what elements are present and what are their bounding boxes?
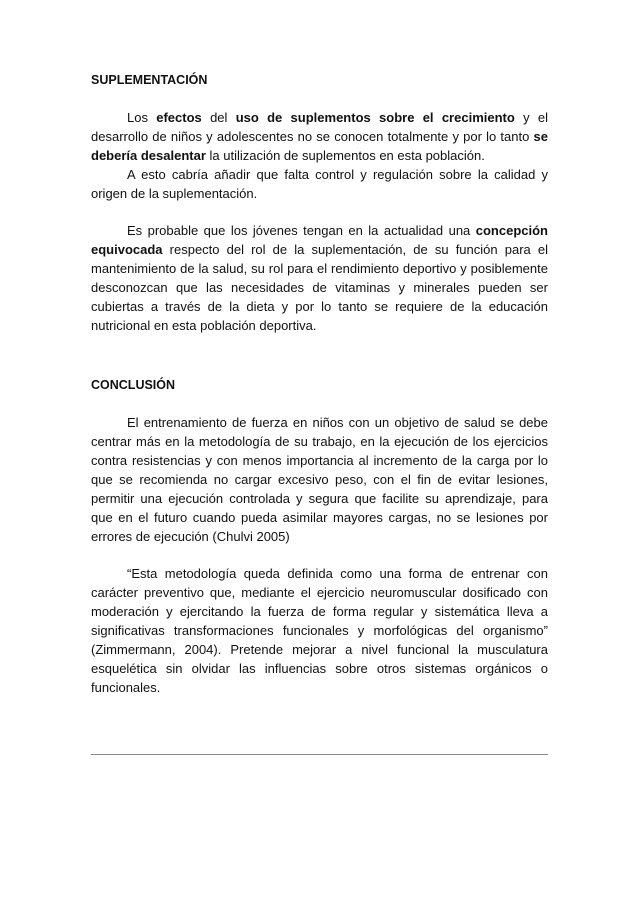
- spacer: [91, 546, 548, 564]
- paragraph-suplementacion-1: [91, 108, 548, 165]
- paragraph-conclusion-2: “Esta metodología queda definida como una forma de entrenar con carácter preventivo que, mediante el ejercicio neuromuscular dosificado con moderación y ejercitando la fuerza de forma regular y sistemática lleva a significativas transformaciones funcionales y morfológicas del organismo” (Zimmermann, 2004). Pretende mejorar a nivel funcional la musculatura esquelética sin olvidar las influencias sobre otros sistemas orgánicos o funcionales.: [91, 566, 548, 695]
- footer-divider: [91, 754, 548, 755]
- body-text: Es probable que los jóvenes tengan en la actualidad una: [127, 223, 476, 238]
- document-page: [91, 70, 548, 697]
- paragraph-suplementacion-3: [91, 221, 548, 335]
- paragraph-suplementacion-2: A esto cabría añadir que falta control y regulación sobre la calidad y origen de la suplementación.: [91, 167, 548, 201]
- body-text: y el desarrollo de niños y adolescentes no se conocen totalmente y por lo tanto: [91, 110, 548, 144]
- body-text: Los: [127, 110, 157, 125]
- spacer: [91, 335, 548, 375]
- body-text: la utilización de suplementos en esta población.: [205, 148, 485, 163]
- section-heading-suplementacion: SUPLEMENTACIÓN: [91, 73, 208, 87]
- emphasis-text: uso de suplementos sobre el crecimiento: [235, 110, 515, 125]
- emphasis-text: efectos: [156, 110, 202, 125]
- paragraph-conclusion-1: El entrenamiento de fuerza en niños con un objetivo de salud se debe centrar más en la metodología de su trabajo, en la ejecución de los ejercicios contra resistencias y con menos importancia al incremento de la carga por lo que se recomienda no cargar excesivo peso, con el fin de evitar lesiones, permitir una ejecución controlada y segura que facilite su aprendizaje, para que en el futuro cuando pueda asimilar mayores cargas, no se lesiones por errores de ejecución (Chulvi 2005): [91, 415, 548, 544]
- spacer: [91, 395, 548, 413]
- spacer: [91, 90, 548, 108]
- body-text: respecto del rol de la suplementación, de su función para el mantenimiento de la salud, su rol para el rendimiento deportivo y posiblemente desconozcan que las necesidades de vitaminas y minerales pueden ser cubiertas a través de la dieta y por lo tanto se requiere de la educación nutricional en esta población deportiva.: [91, 242, 548, 333]
- spacer: [91, 203, 548, 221]
- section-heading-conclusion: CONCLUSIÓN: [91, 378, 176, 392]
- emphasis-text: se debería desalentar: [91, 129, 548, 163]
- emphasis-text: concepción equivocada: [91, 223, 548, 257]
- body-text: del: [201, 110, 236, 125]
